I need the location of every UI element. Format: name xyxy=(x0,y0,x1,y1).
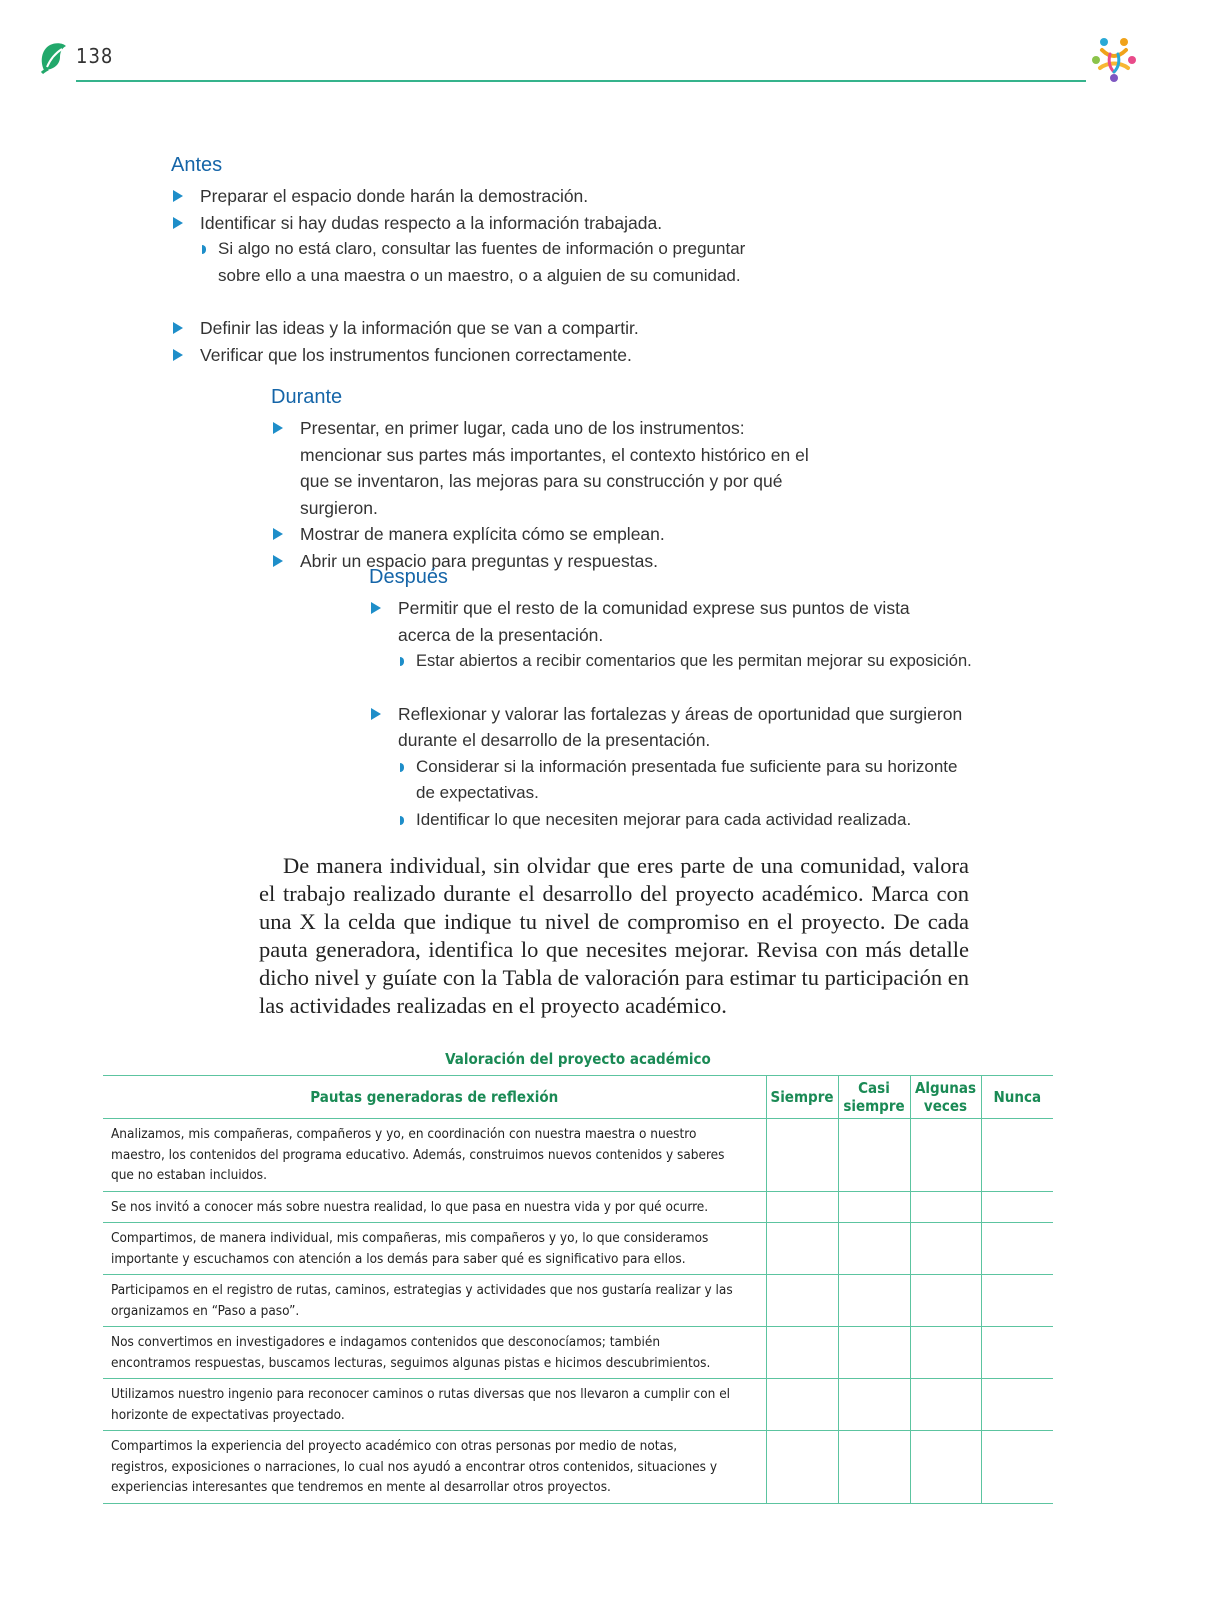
criterion-text: Compartimos la experiencia del proyecto académico con otras personas por medio de notas, registros, exposiciones o narraciones, lo cual nos ayudó a encontrar otros contenidos, situaciones y experiencias interesantes que tendremos en mente al desarrollar otros proyectos. xyxy=(103,1431,766,1504)
table-row xyxy=(103,1327,1053,1379)
list-item: Verificar que los instrumentos funcionen correctamente. xyxy=(171,342,791,369)
cell-casi-siempre[interactable] xyxy=(838,1379,910,1431)
header-line: siempre xyxy=(843,1097,905,1115)
cell-siempre[interactable] xyxy=(766,1275,838,1327)
list-item: Estar abiertos a recibir comentarios que les permitan mejorar su exposición. xyxy=(369,648,999,675)
cell-casi-siempre[interactable] xyxy=(838,1119,910,1192)
header-algunas-veces xyxy=(910,1076,981,1119)
leaf-icon xyxy=(38,40,68,74)
section-durante xyxy=(271,386,831,574)
cell-casi-siempre[interactable] xyxy=(838,1223,910,1275)
list-item: Definir las ideas y la información que se van a compartir. xyxy=(171,315,791,342)
criterion-text: Utilizamos nuestro ingenio para reconocer caminos o rutas diversas que nos llevaron a cumplir con el horizonte de expectativas proyectado. xyxy=(103,1379,766,1431)
table-header-row xyxy=(103,1076,1053,1119)
cell-casi-siempre[interactable] xyxy=(838,1191,910,1223)
cell-nunca[interactable] xyxy=(981,1191,1053,1223)
criterion-text: Se nos invitó a conocer más sobre nuestra realidad, lo que pasa en nuestra vida y por qué ocurre. xyxy=(103,1191,766,1223)
criterion-text: Compartimos, de manera individual, mis compañeras, mis compañeros y yo, lo que consideramos importante y escuchamos con atención a los demás para saber qué es significativo para ellos. xyxy=(103,1223,766,1275)
rubric-table xyxy=(103,1075,1053,1504)
table-row xyxy=(103,1275,1053,1327)
cell-nunca[interactable] xyxy=(981,1327,1053,1379)
list-item: Preparar el espacio donde harán la demostración. xyxy=(171,183,791,210)
list-item: Abrir un espacio para preguntas y respuestas. xyxy=(271,548,831,575)
table-row xyxy=(103,1191,1053,1223)
header-line: Casi xyxy=(858,1079,890,1097)
antes-list xyxy=(171,183,791,368)
header-siempre: Siempre xyxy=(766,1076,838,1119)
cell-siempre[interactable] xyxy=(766,1119,838,1192)
cell-siempre[interactable] xyxy=(766,1223,838,1275)
section-despues xyxy=(369,566,999,833)
cell-siempre[interactable] xyxy=(766,1191,838,1223)
header-casi-siempre xyxy=(838,1076,910,1119)
criterion-text: Participamos en el registro de rutas, caminos, estrategias y actividades que nos gustaría realizar y las organizamos en “Paso a paso”. xyxy=(103,1275,766,1327)
list-item: Identificar si hay dudas respecto a la información trabajada. xyxy=(171,210,791,237)
despues-list xyxy=(369,595,999,833)
cell-nunca[interactable] xyxy=(981,1119,1053,1192)
list-item: Identificar lo que necesiten mejorar para cada actividad realizada. xyxy=(369,807,999,834)
criterion-text: Nos convertimos en investigadores e indagamos contenidos que desconocíamos; también encontramos respuestas, buscamos lecturas, seguimos algunas pistas e hicimos descubrimientos. xyxy=(103,1327,766,1379)
cell-siempre[interactable] xyxy=(766,1431,838,1504)
cell-nunca[interactable] xyxy=(981,1379,1053,1431)
durante-list xyxy=(271,415,831,574)
table-row xyxy=(103,1223,1053,1275)
cell-algunas-veces[interactable] xyxy=(910,1431,981,1504)
cell-nunca[interactable] xyxy=(981,1431,1053,1504)
instructions-paragraph: De manera individual, sin olvidar que eres parte de una comunidad, valora el trabajo realizado durante el desarrollo del proyecto académico. Marca con una X la celda que indique tu nivel de compromiso en el proyecto. De cada pauta generadora, identifica lo que necesites mejorar. Revisa con más detalle dicho nivel y guíate con la Tabla de valoración para estimar tu participación en las actividades realizadas en el proyecto académico. xyxy=(259,853,969,1018)
cell-nunca[interactable] xyxy=(981,1275,1053,1327)
header-nunca: Nunca xyxy=(981,1076,1053,1119)
cell-siempre[interactable] xyxy=(766,1379,838,1431)
cell-algunas-veces[interactable] xyxy=(910,1275,981,1327)
table-title: Valoración del proyecto académico xyxy=(445,1050,711,1068)
page-number: 138 xyxy=(76,44,114,68)
cell-casi-siempre[interactable] xyxy=(838,1431,910,1504)
cell-algunas-veces[interactable] xyxy=(910,1327,981,1379)
cell-siempre[interactable] xyxy=(766,1327,838,1379)
cell-algunas-veces[interactable] xyxy=(910,1119,981,1192)
section-title: Después xyxy=(369,566,448,588)
header-criteria: Pautas generadoras de reflexión xyxy=(103,1076,766,1119)
cell-algunas-veces[interactable] xyxy=(910,1379,981,1431)
cell-nunca[interactable] xyxy=(981,1223,1053,1275)
table-row xyxy=(103,1119,1053,1192)
list-item: Si algo no está claro, consultar las fuentes de información o preguntar sobre ello a una maestra o un maestro, o a alguien de su comunidad. xyxy=(171,236,791,289)
list-item: Considerar si la información presentada fue suficiente para su horizonte de expectativas. xyxy=(369,754,999,807)
table-row xyxy=(103,1431,1053,1504)
list-item: Permitir que el resto de la comunidad exprese sus puntos de vista acerca de la presentación. xyxy=(369,595,999,648)
community-emblem-icon xyxy=(1088,34,1140,86)
section-title: Durante xyxy=(271,386,343,408)
section-antes xyxy=(171,154,791,368)
list-item: Presentar, en primer lugar, cada uno de los instrumentos: mencionar sus partes más importantes, el contexto histórico en el que se inventaron, las mejoras para su construcción y por qué surgieron. xyxy=(271,415,831,521)
cell-casi-siempre[interactable] xyxy=(838,1275,910,1327)
header-rule xyxy=(76,80,1086,82)
header-line: Algunas xyxy=(914,1079,977,1097)
criterion-text: Analizamos, mis compañeras, compañeros y yo, en coordinación con nuestra maestra o nuestro maestro, los contenidos del programa educativo. Además, construimos nuevos contenidos y saberes que no estaban incluidos. xyxy=(103,1119,766,1192)
cell-algunas-veces[interactable] xyxy=(910,1223,981,1275)
list-item: Reflexionar y valorar las fortalezas y áreas de oportunidad que surgieron durante el desarrollo de la presentación. xyxy=(369,701,999,754)
header-line: veces xyxy=(923,1097,968,1115)
section-title: Antes xyxy=(171,154,223,176)
cell-casi-siempre[interactable] xyxy=(838,1327,910,1379)
list-item: Mostrar de manera explícita cómo se emplean. xyxy=(271,521,831,548)
cell-algunas-veces[interactable] xyxy=(910,1191,981,1223)
table-row xyxy=(103,1379,1053,1431)
